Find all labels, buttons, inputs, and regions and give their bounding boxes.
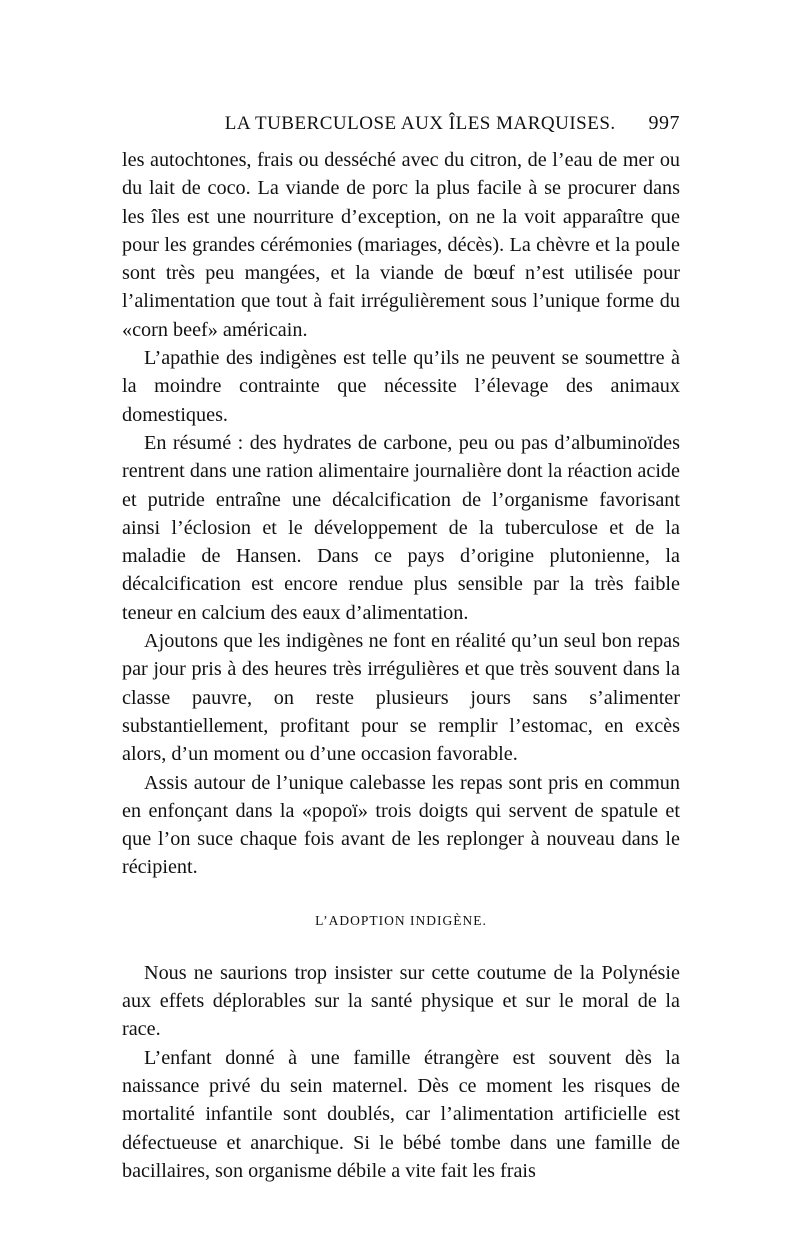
section-heading: L’ADOPTION INDIGÈNE.: [315, 912, 487, 928]
body-text-top: [122, 146, 680, 882]
paragraph: L’apathie des indigènes est telle qu’ils ne peuvent se soumettre à la moindre contrainte que nécessite l’élevage des animaux domestiques.: [122, 347, 680, 426]
running-head-title: LA TUBERCULOSE AUX ÎLES MARQUISES.: [224, 113, 616, 134]
document-page: [122, 112, 680, 1185]
paragraph: Ajoutons que les indigènes ne font en réalité qu’un seul bon repas par jour pris à des heures très irrégulières et que très souvent dans la classe pauvre, on reste plusieurs jours sans s’alimenter substantiellement, profitant pour se remplir l’estomac, en excès alors, d’un moment ou d’une occasion favorable.: [122, 630, 680, 766]
paragraph: les autochtones, frais ou desséché avec du citron, de l’eau de mer ou du lait de coco. La viande de porc la plus facile à se procurer dans les îles est une nourriture d’exception, on ne la voit apparaître que pour les grandes cérémonies (mariages, décès). La chèvre et la poule sont très peu mangées, et la viande de bœuf n’est utilisée pour l’alimentation que tout à fait irrégulièrement sous l’unique forme du «corn beef» américain.: [122, 149, 680, 341]
paragraph: Assis autour de l’unique calebasse les repas sont pris en commun en enfonçant dans la «popoï» trois doigts qui servent de spatule et que l’on suce chaque fois avant de les replonger à nouveau dans le récipient.: [122, 771, 680, 879]
running-head: [122, 112, 680, 146]
body-text-bottom: [122, 959, 680, 1185]
paragraph: Nous ne saurions trop insister sur cette coutume de la Polynésie aux effets déplorables sur la santé physique et sur le moral de la race.: [122, 961, 680, 1041]
page-number: 997: [648, 112, 680, 134]
paragraph: L’enfant donné à une famille étrangère est souvent dès la naissance privé du sein maternel. Dès ce moment les risques de mortalité infantile sont doublés, car l’alimentation artificielle est défectueuse et anarchique. Si le bébé tombe dans une famille de bacillaires, son organisme débile a vite fait les frais: [122, 1046, 680, 1182]
paragraph: En résumé : des hydrates de carbone, peu ou pas d’albuminoïdes rentrent dans une ration alimentaire journalière dont la réaction acide et putride entraîne une décalcification de l’organisme favorisant ainsi l’éclosion et le développement de la tuberculose et de la maladie de Hansen. Dans ce pays d’origine plutonienne, la décalcification est encore rendue plus sensible par la très faible teneur en calcium des eaux d’alimentation.: [122, 431, 680, 624]
